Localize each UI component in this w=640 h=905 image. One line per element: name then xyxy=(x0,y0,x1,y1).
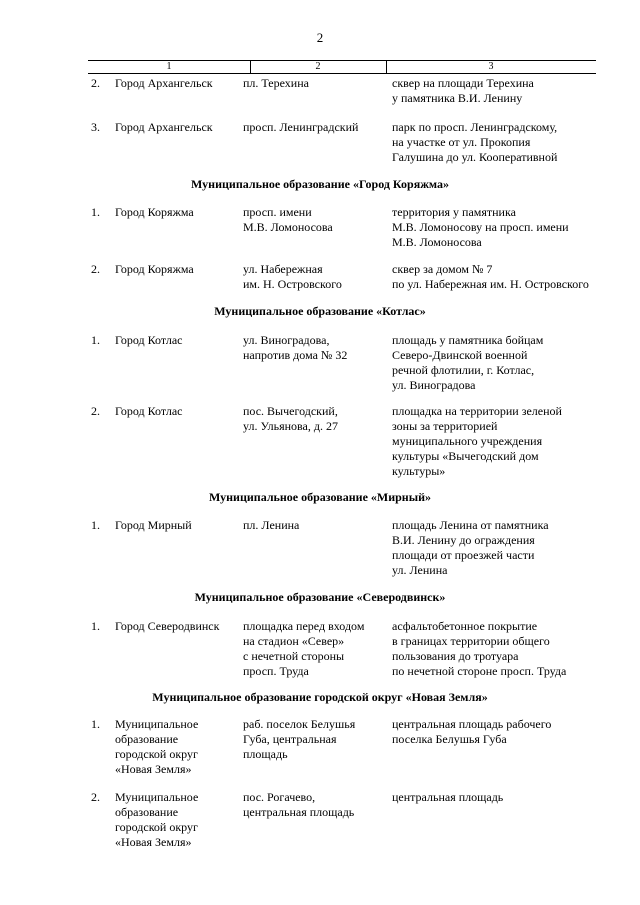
cell-line: ул. Виноградова, xyxy=(243,333,330,347)
place-description-cell xyxy=(392,619,607,679)
cell-line: по нечетной стороне просп. Труда xyxy=(392,664,567,678)
cell-line: ул. Ульянова, д. 27 xyxy=(243,419,338,433)
cell-line: ул. Набережная xyxy=(243,262,323,276)
cell-line: парк по просп. Ленинградскому, xyxy=(392,120,558,134)
cell-line: в границах территории общего xyxy=(392,634,550,648)
cell-line: В.И. Ленину до ограждения xyxy=(392,533,535,547)
address-cell xyxy=(243,262,388,292)
cell-line: Северо-Двинской военной xyxy=(392,348,528,362)
cell-line: Город Котлас xyxy=(115,404,183,418)
cell-line: на участке от ул. Прокопия xyxy=(392,135,531,149)
cell-line: пос. Рогачево, xyxy=(243,790,316,804)
cell-line: ул. Ленина xyxy=(392,563,448,577)
cell-line: образование xyxy=(115,732,179,746)
settlement-cell xyxy=(115,790,235,850)
cell-line: «Новая Земля» xyxy=(115,835,192,849)
cell-line: Муниципальное xyxy=(115,790,199,804)
cell-line: площади от проезжей части xyxy=(392,548,535,562)
address-cell xyxy=(243,120,388,135)
cell-line: с нечетной стороны xyxy=(243,649,345,663)
row-number: 2. xyxy=(91,790,100,804)
cell-line: речной флотилии, г. Котлас, xyxy=(392,363,535,377)
section-heading: Муниципальное образование «Северодвинск» xyxy=(194,590,446,604)
cell-line: М.В. Ломоносову на просп. имени xyxy=(392,220,569,234)
cell-line: площадь у памятника бойцам xyxy=(392,333,544,347)
cell-line: Галушина до ул. Кооперативной xyxy=(392,150,558,164)
cell-line: площадь Ленина от памятника xyxy=(392,518,549,532)
place-description-cell xyxy=(392,120,607,165)
settlement-cell xyxy=(115,120,235,135)
settlement-cell xyxy=(115,333,235,348)
cell-line: просп. имени xyxy=(243,205,312,219)
cell-line: Город Коряжма xyxy=(115,262,194,276)
cell-line: центральная площадь xyxy=(392,790,504,804)
cell-line: раб. поселок Белушья xyxy=(243,717,356,731)
row-number: 1. xyxy=(91,333,100,347)
place-description-cell xyxy=(392,518,607,578)
row-number: 1. xyxy=(91,619,100,633)
cell-line: территория у памятника xyxy=(392,205,516,219)
settlement-cell xyxy=(115,518,235,533)
cell-line: по ул. Набережная им. Н. Островского xyxy=(392,277,589,291)
cell-line: образование xyxy=(115,805,179,819)
cell-line: ул. Виноградова xyxy=(392,378,476,392)
cell-line: просп. Ленинградский xyxy=(243,120,359,134)
settlement-cell xyxy=(115,262,235,277)
place-description-cell xyxy=(392,790,607,805)
cell-line: на стадион «Север» xyxy=(243,634,345,648)
cell-line: культуры» xyxy=(392,464,446,478)
cell-line: поселка Белушья Губа xyxy=(392,732,507,746)
section-heading: Муниципальное образование «Город Коряжма» xyxy=(191,177,449,191)
section-heading: Муниципальное образование городской округ «Новая Земля» xyxy=(152,690,488,704)
cell-line: городской округ xyxy=(115,820,198,834)
cell-line: Город Мирный xyxy=(115,518,192,532)
cell-line: пл. Ленина xyxy=(243,518,300,532)
cell-line: пос. Вычегодский, xyxy=(243,404,338,418)
cell-line: культуры «Вычегодский дом xyxy=(392,449,539,463)
address-cell xyxy=(243,790,388,820)
row-number: 2. xyxy=(91,404,100,418)
cell-line: Город Северодвинск xyxy=(115,619,220,633)
cell-line: у памятника В.И. Ленину xyxy=(392,91,523,105)
address-cell xyxy=(243,404,388,434)
settlement-cell xyxy=(115,76,235,91)
place-description-cell xyxy=(392,333,607,393)
address-cell xyxy=(243,619,388,679)
cell-line: пл. Терехина xyxy=(243,76,309,90)
section-heading: Муниципальное образование «Котлас» xyxy=(214,304,426,318)
address-cell xyxy=(243,205,388,235)
address-cell xyxy=(243,333,388,363)
table-header-row xyxy=(88,60,596,74)
header-col-2: 2 xyxy=(315,61,321,72)
cell-line: напротив дома № 32 xyxy=(243,348,348,362)
cell-line: М.В. Ломоносова xyxy=(243,220,333,234)
cell-line: Город Коряжма xyxy=(115,205,194,219)
header-col-1: 1 xyxy=(166,61,172,72)
row-number: 2. xyxy=(91,262,100,276)
address-cell xyxy=(243,518,388,533)
place-description-cell xyxy=(392,205,607,250)
cell-line: сквер на площади Терехина xyxy=(392,76,534,90)
row-number: 3. xyxy=(91,120,100,134)
row-number: 1. xyxy=(91,518,100,532)
settlement-cell xyxy=(115,717,235,777)
address-cell xyxy=(243,717,388,762)
row-number: 2. xyxy=(91,76,100,90)
cell-line: Губа, центральная xyxy=(243,732,337,746)
place-description-cell xyxy=(392,717,607,747)
settlement-cell xyxy=(115,205,235,220)
cell-line: М.В. Ломоносова xyxy=(392,235,482,249)
cell-line: Муниципальное xyxy=(115,717,199,731)
cell-line: площадь xyxy=(243,747,288,761)
address-cell xyxy=(243,76,388,91)
cell-line: площадка перед входом xyxy=(243,619,365,633)
cell-line: городской округ xyxy=(115,747,198,761)
cell-line: площадка на территории зеленой xyxy=(392,404,562,418)
section-heading: Муниципальное образование «Мирный» xyxy=(208,490,432,504)
place-description-cell xyxy=(392,404,607,479)
row-number: 1. xyxy=(91,205,100,219)
cell-line: пользования до тротуара xyxy=(392,649,519,663)
cell-line: асфальтобетонное покрытие xyxy=(392,619,538,633)
page-number: 2 xyxy=(316,30,324,45)
cell-line: просп. Труда xyxy=(243,664,309,678)
cell-line: Город Архангельск xyxy=(115,76,213,90)
cell-line: Город Архангельск xyxy=(115,120,213,134)
row-number: 1. xyxy=(91,717,100,731)
cell-line: центральная площадь рабочего xyxy=(392,717,552,731)
cell-line: муниципального учреждения xyxy=(392,434,543,448)
place-description-cell xyxy=(392,76,607,106)
place-description-cell xyxy=(392,262,607,292)
cell-line: Город Котлас xyxy=(115,333,183,347)
cell-line: «Новая Земля» xyxy=(115,762,192,776)
settlement-cell xyxy=(115,619,235,634)
cell-line: сквер за домом № 7 xyxy=(392,262,493,276)
cell-line: зоны за территорией xyxy=(392,419,498,433)
cell-line: центральная площадь xyxy=(243,805,355,819)
settlement-cell xyxy=(115,404,235,419)
header-col-3: 3 xyxy=(488,61,494,72)
cell-line: им. Н. Островского xyxy=(243,277,342,291)
